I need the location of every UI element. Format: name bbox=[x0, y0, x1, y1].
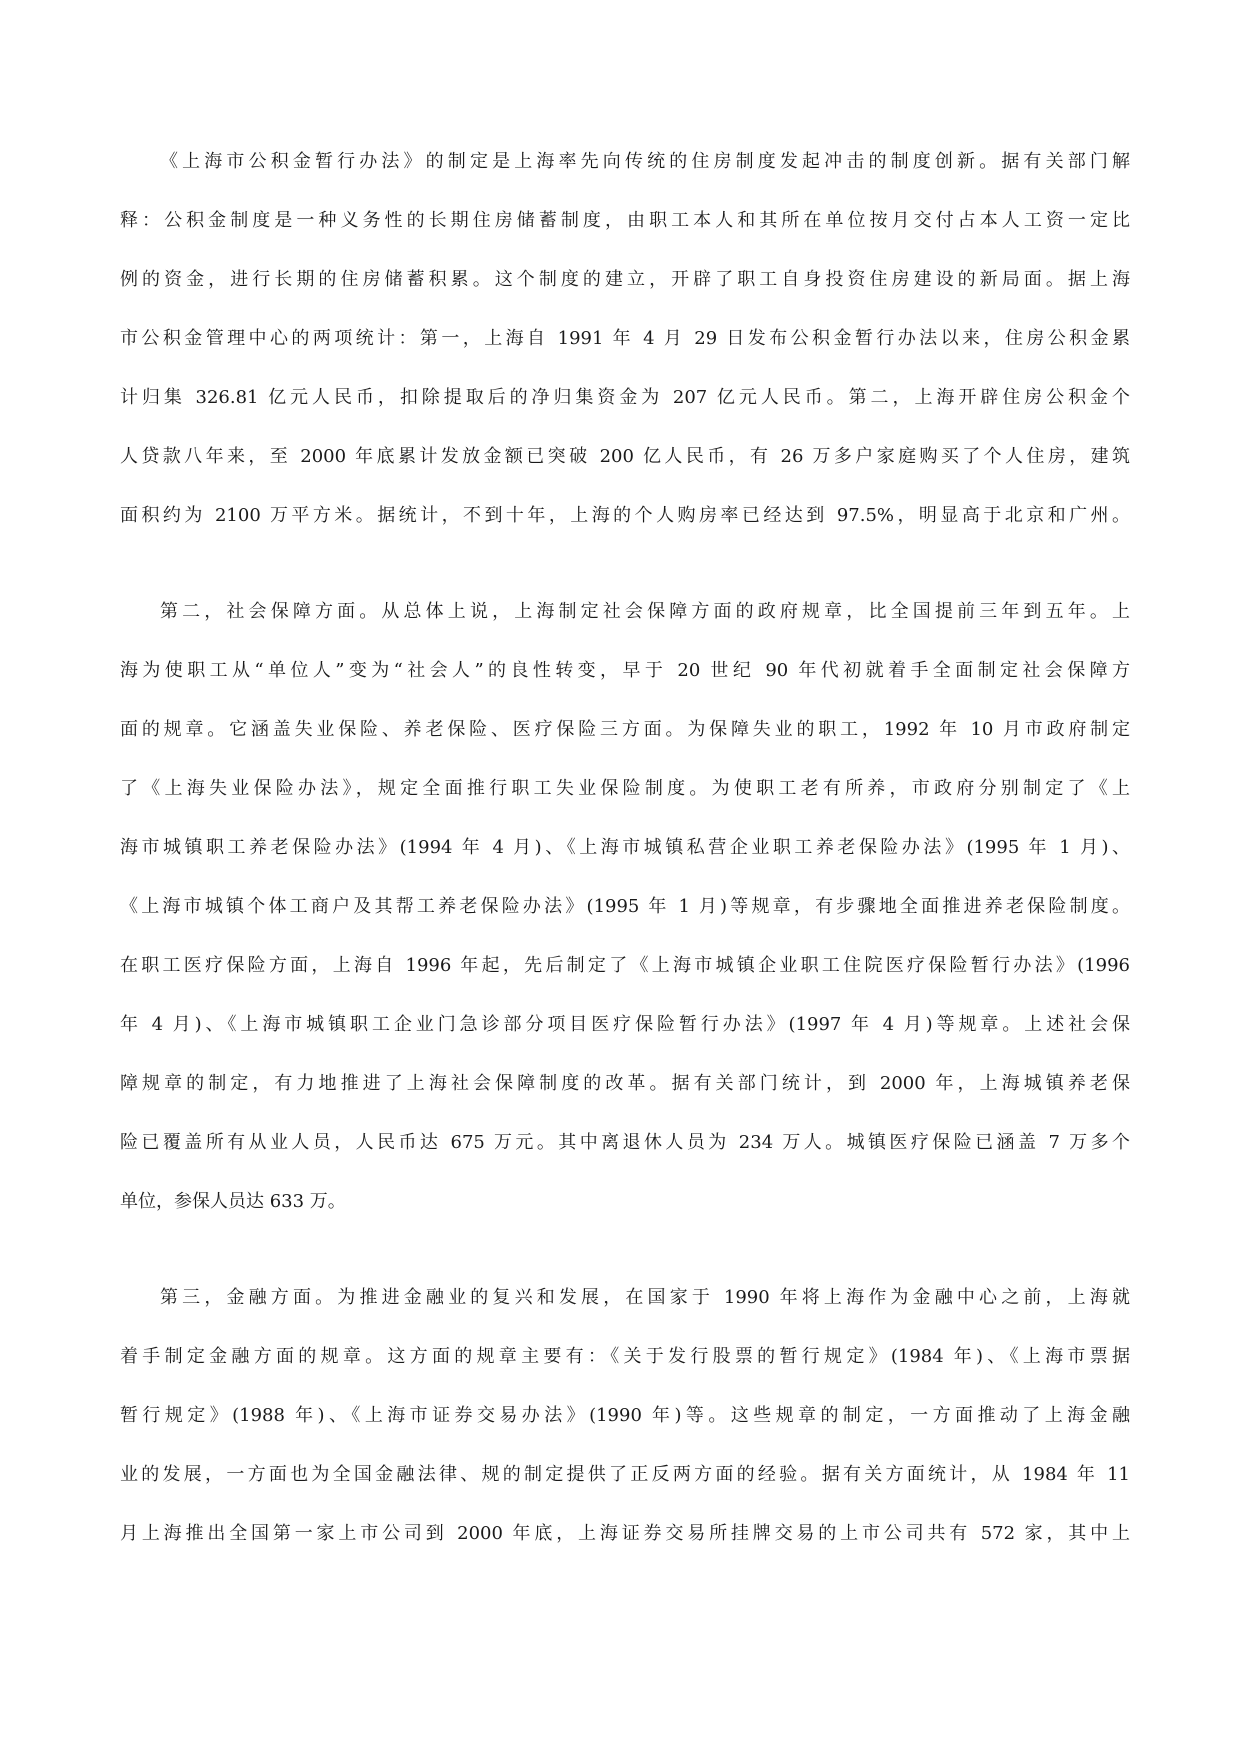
text-line: 面积约为 2100 万平方米。据统计，不到十年，上海的个人购房率已经达到 97.5%，明显高于北京和广州。 bbox=[120, 505, 1130, 526]
text-line: 年 4 月)、《上海市城镇职工企业门急诊部分项目医疗保险暂行办法》(1997 年 4 月)等规章。上述社会保 bbox=[120, 1014, 1130, 1035]
text-line: 暂行规定》(1988 年)、《上海市证券交易办法》(1990 年)等。这些规章的制定，一方面推动了上海金融 bbox=[120, 1405, 1130, 1426]
text-line: 计归集 326.81 亿元人民币，扣除提取后的净归集资金为 207 亿元人民币。第二，上海开辟住房公积金个 bbox=[120, 387, 1130, 408]
text-line: 《上海市城镇个体工商户及其帮工养老保险办法》(1995 年 1 月)等规章，有步骤地全面推进养老保险制度。 bbox=[120, 896, 1130, 917]
text-line: 第二，社会保障方面。从总体上说，上海制定社会保障方面的政府规章，比全国提前三年到五年。上 bbox=[160, 601, 1130, 622]
text-line: 在职工医疗保险方面，上海自 1996 年起，先后制定了《上海市城镇企业职工住院医疗保险暂行办法》(1996 bbox=[120, 955, 1130, 976]
text-line: 业的发展，一方面也为全国金融法律、规的制定提供了正反两方面的经验。据有关方面统计，从 1984 年 11 bbox=[120, 1464, 1130, 1485]
paragraph-spacer bbox=[120, 545, 1130, 582]
text-line: 月上海推出全国第一家上市公司到 2000 年底，上海证券交易所挂牌交易的上市公司共有 572 家，其中上 bbox=[120, 1523, 1130, 1544]
text-line: 海为使职工从“单位人”变为“社会人”的良性转变，早于 20 世纪 90 年代初就着手全面制定社会保障方 bbox=[120, 660, 1130, 681]
text-line: 着手制定金融方面的规章。这方面的规章主要有：《关于发行股票的暂行规定》(1984 年)、《上海市票据 bbox=[120, 1346, 1130, 1367]
text-line: 障规章的制定，有力地推进了上海社会保障制度的改革。据有关部门统计，到 2000 年，上海城镇养老保 bbox=[120, 1073, 1130, 1094]
text-line: 海市城镇职工养老保险办法》(1994 年 4 月)、《上海市城镇私营企业职工养老保险办法》(1995 年 1 月)、 bbox=[120, 837, 1130, 858]
paragraph-social-security bbox=[120, 582, 1130, 1231]
text-line: 《上海市公积金暂行办法》的制定是上海率先向传统的住房制度发起冲击的制度创新。据有关部门解 bbox=[160, 151, 1130, 172]
text-line: 单位，参保人员达 633 万。 bbox=[120, 1191, 346, 1212]
text-line: 释：公积金制度是一种义务性的长期住房储蓄制度，由职工本人和其所在单位按月交付占本人工资一定比 bbox=[120, 210, 1130, 231]
paragraph-finance bbox=[120, 1268, 1130, 1563]
text-line: 了《上海失业保险办法》，规定全面推行职工失业保险制度。为使职工老有所养，市政府分别制定了《上 bbox=[120, 778, 1130, 799]
paragraph-spacer bbox=[120, 1231, 1130, 1268]
document-body bbox=[120, 132, 1130, 1563]
text-line: 面的规章。它涵盖失业保险、养老保险、医疗保险三方面。为保障失业的职工，1992 年 10 月市政府制定 bbox=[120, 719, 1130, 740]
text-line: 例的资金，进行长期的住房储蓄积累。这个制度的建立，开辟了职工自身投资住房建设的新局面。据上海 bbox=[120, 269, 1130, 290]
paragraph-housing-fund bbox=[120, 132, 1130, 545]
text-line: 险已覆盖所有从业人员，人民币达 675 万元。其中离退休人员为 234 万人。城镇医疗保险已涵盖 7 万多个 bbox=[120, 1132, 1130, 1153]
text-line: 人贷款八年来，至 2000 年底累计发放金额已突破 200 亿人民币，有 26 万多户家庭购买了个人住房，建筑 bbox=[120, 446, 1130, 467]
text-line: 第三，金融方面。为推进金融业的复兴和发展，在国家于 1990 年将上海作为金融中心之前，上海就 bbox=[160, 1287, 1130, 1308]
text-line: 市公积金管理中心的两项统计：第一，上海自 1991 年 4 月 29 日发布公积金暂行办法以来，住房公积金累 bbox=[120, 328, 1130, 349]
